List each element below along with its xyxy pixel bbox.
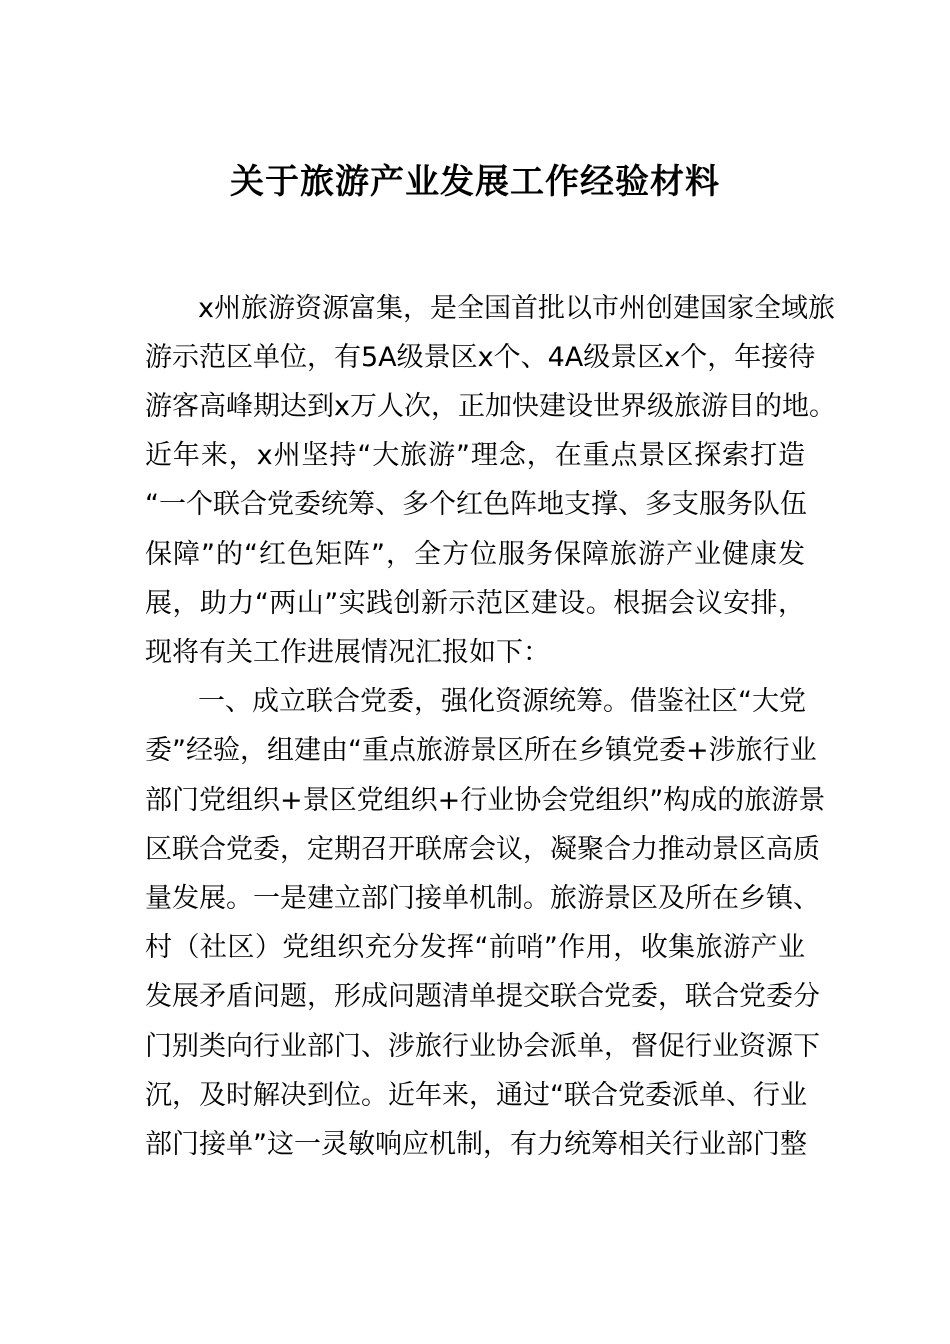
- paragraph-line: 委”经验，组建由“重点旅游景区所在乡镇党委+涉旅行业: [145, 735, 817, 766]
- paragraph-line: 量发展。一是建立部门接单机制。旅游景区及所在乡镇、: [145, 883, 820, 914]
- paragraph-line: 门别类向行业部门、涉旅行业协会派单，督促行业资源下: [145, 1031, 820, 1062]
- paragraph-line: 村（社区）党组织充分发挥“前哨”作用，收集旅游产业: [145, 932, 805, 963]
- paragraph-line: 沉，及时解决到位。近年来，通过“联合党委派单、行业: [145, 1080, 807, 1111]
- document-title: 关于旅游产业发展工作经验材料: [230, 162, 720, 202]
- paragraph-line: 发展矛盾问题，形成问题清单提交联合党委，联合党委分: [145, 981, 820, 1012]
- paragraph-line: 部门党组织+景区党组织+行业协会党组织”构成的旅游景: [145, 785, 826, 816]
- paragraph-line: 游示范区单位，有5A级景区x个、4A级景区x个，年接待: [145, 342, 816, 373]
- paragraph-line: x州旅游资源富集，是全国首批以市州创建国家全域旅: [198, 293, 835, 324]
- paragraph-line: 保障”的“红色矩阵”，全方位服务保障旅游产业健康发: [145, 539, 805, 570]
- paragraph-line: 部门接单”这一灵敏响应机制，有力统筹相关行业部门整: [145, 1129, 807, 1160]
- paragraph-line: “一个联合党委统筹、多个红色阵地支撑、多支服务队伍: [145, 489, 807, 520]
- paragraph-line: 现将有关工作进展情况汇报如下：: [145, 637, 550, 668]
- paragraph-line: 近年来，x州坚持“大旅游”理念，在重点景区探索打造: [145, 440, 805, 471]
- paragraph-line: 一、成立联合党委，强化资源统筹。借鉴社区“大党: [198, 686, 806, 717]
- paragraph-line: 区联合党委，定期召开联席会议，凝聚合力推动景区高质: [145, 834, 820, 865]
- paragraph-line: 游客高峰期达到x万人次，正加快建设世界级旅游目的地。: [145, 391, 836, 422]
- paragraph-line: 展，助力“两山”实践创新示范区建设。根据会议安排，: [145, 588, 805, 619]
